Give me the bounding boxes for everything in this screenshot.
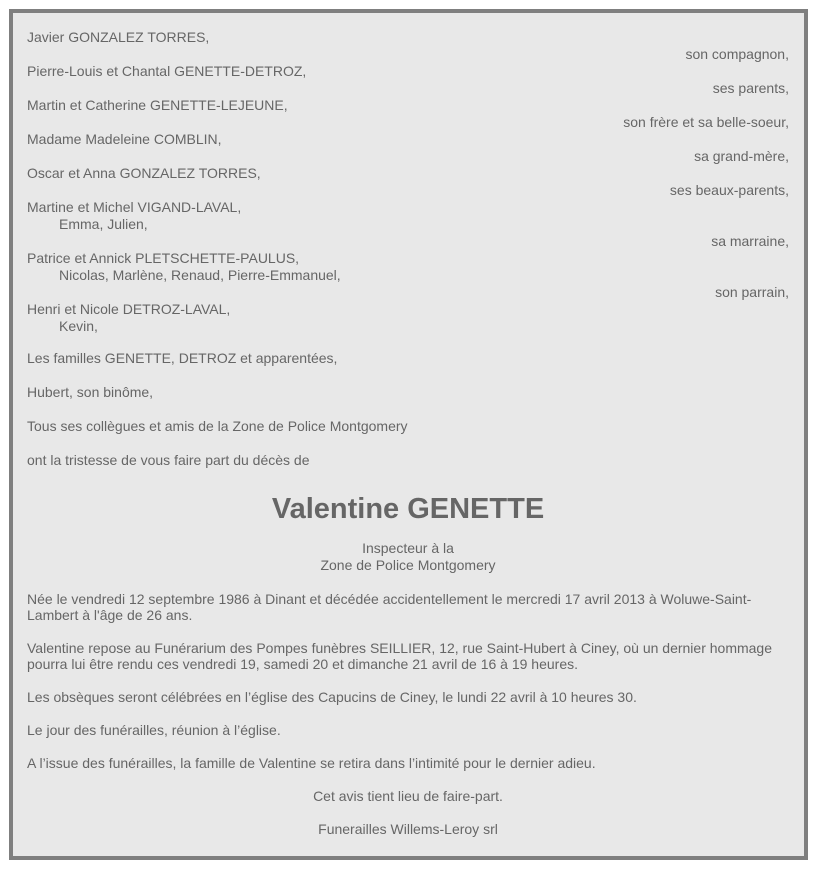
family-member-name: Martine et Michel VIGAND-LAVAL, (27, 199, 242, 215)
family-member-name: Javier GONZALEZ TORRES, (27, 29, 210, 45)
family-relationship: sa marraine, (711, 233, 789, 249)
mourner-line: Hubert, son binôme, (27, 384, 154, 400)
obituary-paragraph: A l’issue des funérailles, la famille de Valentine se retira dans l’intimité pour le dernier adieu. (27, 755, 596, 771)
spacer (27, 335, 789, 350)
obituary-paragraph: Le jour des funérailles, réunion à l’église. (27, 722, 281, 738)
family-relationship: ses parents, (712, 80, 789, 96)
mourner-line: Tous ses collègues et amis de la Zone de Police Montgomery (27, 418, 408, 434)
spacer (27, 367, 789, 384)
spacer (27, 435, 789, 452)
deceased-name: Valentine GENETTE (271, 493, 545, 525)
family-member-children: Emma, Julien, (59, 216, 148, 232)
family-relationship: son compagnon, (685, 46, 789, 62)
family-member-name: Martin et Catherine GENETTE-LEJEUNE, (27, 97, 288, 113)
family-member-name: Madame Madeleine COMBLIN, (27, 131, 222, 147)
obituary-paragraph: Les obsèques seront célébrées en l’église des Capucins de Ciney, le lundi 22 avril à 10 heures 30. (27, 689, 637, 705)
family-relationship: ses beaux-parents, (669, 182, 789, 198)
family-member-children: Kevin, (59, 318, 98, 334)
family-member-name: Pierre-Louis et Chantal GENETTE-DETROZ, (27, 63, 307, 79)
family-relationship: sa grand-mère, (694, 148, 789, 164)
obituary-content (27, 29, 789, 837)
family-relationship: son parrain, (715, 284, 789, 300)
family-member-name: Patrice et Annick PLETSCHETTE-PAULUS, (27, 250, 300, 266)
notice-text: Cet avis tient lieu de faire-part. (313, 788, 503, 804)
obituary-paragraph: Valentine repose au Funérarium des Pompes funèbres SEILLIER, 12, rue Saint-Hubert à Ciney, où un dernier hommage pourra lui être rendu ces vendredi 19, samedi 20 et dimanche 21 avril de 16 à 19 heures. (27, 640, 773, 672)
deceased-title-line: Zone de Police Montgomery (320, 557, 496, 573)
family-member-name: Henri et Nicole DETROZ-LAVAL, (27, 301, 231, 317)
deceased-title (27, 540, 789, 574)
family-member-name: Oscar et Anna GONZALEZ TORRES, (27, 165, 261, 181)
obituary-paragraph: Née le vendredi 12 septembre 1986 à Dinant et décédée accidentellement le mercredi 17 avril 2013 à Woluwe-Saint-Lambert à l'âge de 26 ans. (27, 591, 752, 623)
family-member-children: Nicolas, Marlène, Renaud, Pierre-Emmanuel, (59, 267, 341, 283)
family-relationship: son frère et sa belle-soeur, (623, 114, 789, 130)
deceased-title-line: Inspecteur à la (362, 540, 454, 556)
undertaker-name: Funerailles Willems-Leroy srl (318, 821, 498, 837)
mourner-line: ont la tristesse de vous faire part du décès de (27, 452, 310, 468)
mourner-line: Les familles GENETTE, DETROZ et apparentées, (27, 350, 338, 366)
obituary-card (9, 9, 808, 860)
spacer (27, 401, 789, 418)
